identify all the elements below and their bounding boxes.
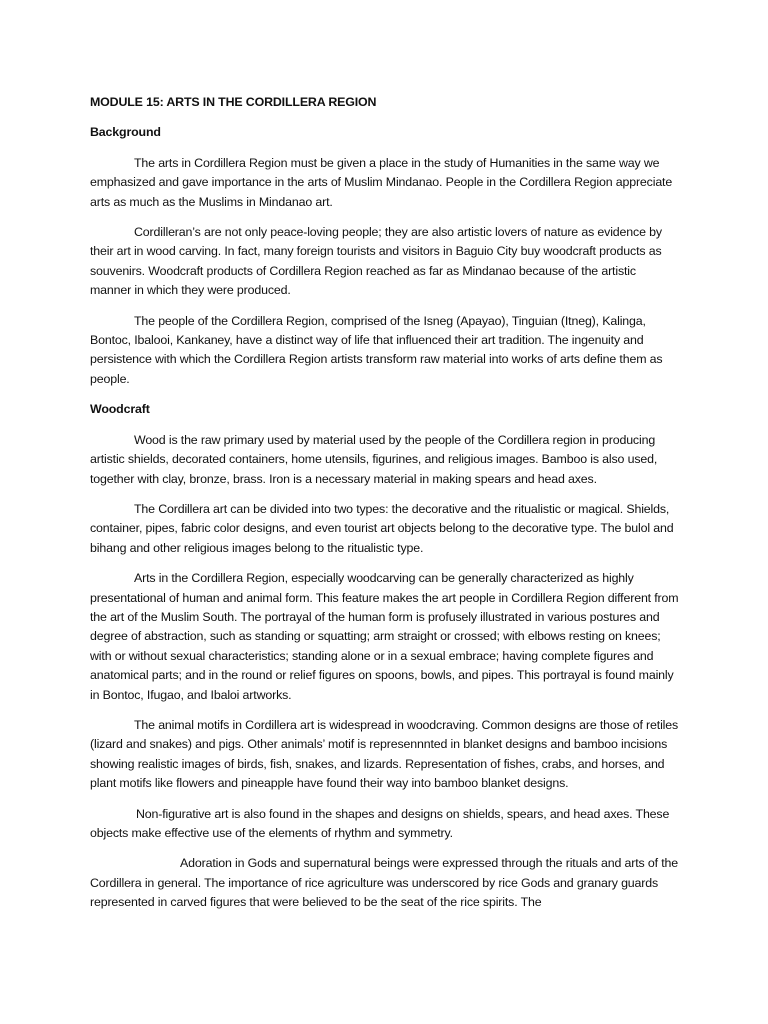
paragraph: Adoration in Gods and supernatural beings were expressed through the rituals and arts of the Cordillera in general. The importance of rice agriculture was underscored by rice Gods and granary guards represented in carved figures that were believed to be the seat of the rice spirits. The xyxy=(90,856,678,910)
paragraph: Non-figurative art is also found in the shapes and designs on shields, spears, and head axes. These objects make effective use of the elements of rhythm and symmetry. xyxy=(90,806,670,840)
paragraph: The people of the Cordillera Region, comprised of the Isneg (Apayao), Tinguian (Itneg), Kalinga, Bontoc, Ibalooi, Kankaney, have a distinct way of life that influenced their art tradition. The ingenuity and persistence with which the Cordillera Region artists transform raw material into works of arts define them as people. xyxy=(90,313,663,386)
paragraph: Cordilleran’s are not only peace-loving people; they are also artistic lovers of nature as evidence by their art in wood carving. In fact, many foreign tourists and visitors in Baguio City buy woodcraft products as souvenirs. Woodcraft products of Cordillera Region reached as far as Mindanao because of the artistic manner in which they were produced. xyxy=(90,225,662,298)
paragraph: Arts in the Cordillera Region, especially woodcarving can be generally characterized as highly presentational of human and animal form. This feature makes the art people in Cordillera Region different from the art of the Muslim South. The portrayal of the human form is profusely illustrated in various postures and degree of abstraction, such as standing or squatting; arm straight or crossed; with elbows resting on knees; with or without sexual characteristics; standing alone or in a sexual embrace; having complete figures and anatomical parts; and in the round or relief figures on spoons, bowls, and pipes. This portrayal is found mainly in Bontoc, Ifugao, and Ibaloi artworks. xyxy=(90,571,679,702)
section-heading-woodcraft: Woodcraft xyxy=(90,402,150,417)
document-page xyxy=(90,93,680,913)
section-heading-background: Background xyxy=(90,125,161,140)
paragraph: The arts in Cordillera Region must be given a place in the study of Humanities in the same way we emphasized and gave importance in the arts of Muslim Mindanao. People in the Cordillera Region appreciate arts as much as the Muslims in Mindanao art. xyxy=(90,155,673,209)
paragraph: Wood is the raw primary used by material used by the people of the Cordillera region in producing artistic shields, decorated containers, home utensils, figurines, and religious images. Bamboo is also used, together with clay, bronze, brass. Iron is a necessary material in making spears and head axes. xyxy=(90,432,658,486)
paragraph: The Cordillera art can be divided into two types: the decorative and the ritualistic or magical. Shields, container, pipes, fabric color designs, and even tourist art objects belong to the decorative type. The bulol and bihang and other religious images belong to the ritualistic type. xyxy=(90,501,674,555)
paragraph: The animal motifs in Cordillera art is widespread in woodcraving. Common designs are those of retiles (lizard and snakes) and pigs. Other animals’ motif is represennnted in blanket designs and bamboo incisions showing realistic images of birds, fish, snakes, and lizards. Representation of fishes, crabs, and horses, and plant motifs like flowers and pineapple have found their way into bamboo blanket designs. xyxy=(90,717,679,791)
module-title: MODULE 15: ARTS IN THE CORDILLERA REGION xyxy=(90,95,377,109)
